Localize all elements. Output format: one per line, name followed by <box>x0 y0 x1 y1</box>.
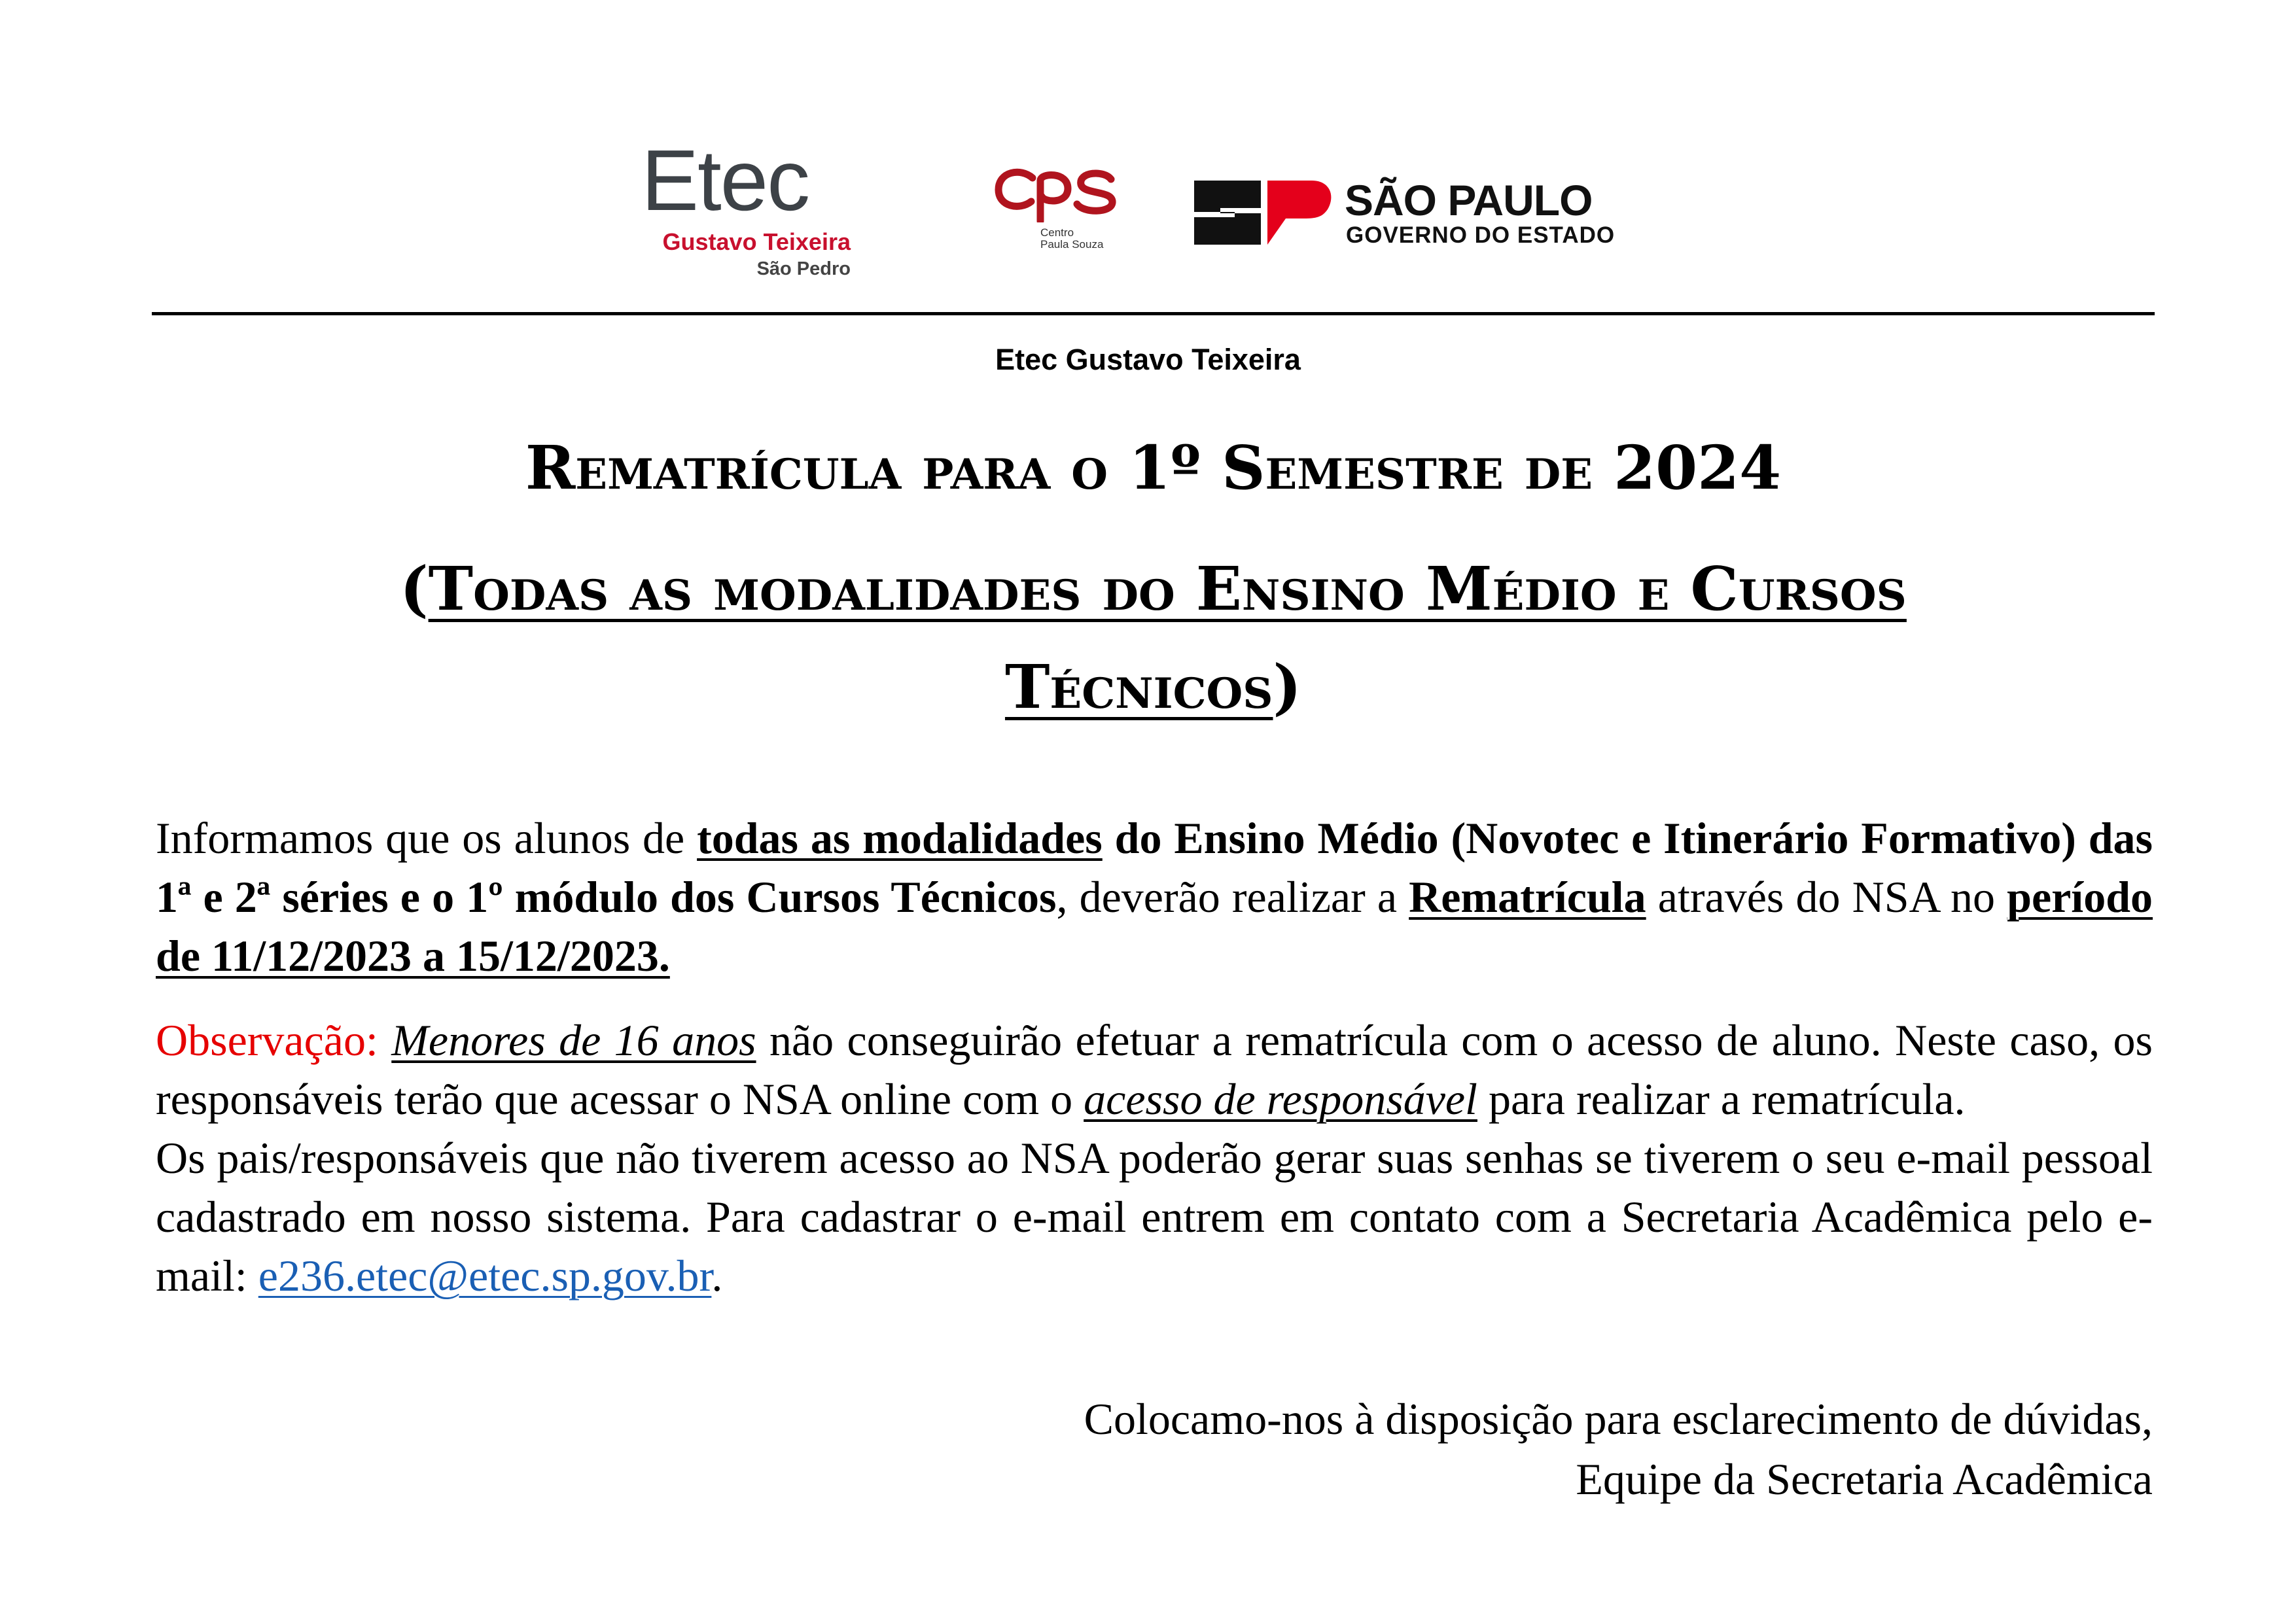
observation-guardian-access: acesso de responsável <box>1084 1074 1477 1124</box>
header-logos <box>0 124 2296 294</box>
parents-block <box>156 1128 2153 1305</box>
title-line-1 <box>152 432 2155 504</box>
closing-signature: Equipe da Secretaria Acadêmica <box>1576 1454 2153 1504</box>
observation-label: Observação: <box>156 1015 378 1065</box>
title-line-3 <box>152 651 2155 723</box>
cps-logo-mark <box>995 164 1119 222</box>
observation-text: não conseguirão efetuar a rematrícula com o acesso de aluno. Neste caso, os responsáveis terão que acessar o NSA online com o <box>156 1015 2153 1124</box>
para1-via: através do NSA no <box>1646 872 2007 922</box>
sp-logo-mark <box>1188 177 1338 249</box>
sp-logo-name: SÃO PAULO <box>1345 176 1593 224</box>
cps-logo-line1: Centro <box>1040 226 1074 239</box>
observation-paragraph <box>156 1011 2153 1305</box>
para1-intro: Informamos que os alunos de <box>156 813 698 863</box>
observation-end: para realizar a rematrícula. <box>1477 1074 1966 1124</box>
sp-logo-subtitle: GOVERNO DO ESTADO <box>1346 222 1616 248</box>
cps-logo-line2: Paula Souza <box>1040 238 1104 251</box>
header-divider <box>152 312 2155 315</box>
title-text-1: Rematrícula para o 1º Semestre de 2024 <box>525 432 1782 503</box>
sp-government-logo <box>1188 177 1633 249</box>
etec-logo-school: Gustavo Teixeira <box>662 228 851 255</box>
title-close-paren: ) <box>1273 652 1302 722</box>
para1-courses: do Ensino Médio (Novotec e Itinerário Formativo) das 1ª e 2ª séries e o 1º módulo dos Cursos Técnicos <box>156 813 2153 922</box>
parents-text: Os pais/responsáveis que não tiverem acesso ao NSA poderão gerar suas senhas se tiverem o seu e-mail pessoal cadastrado em nosso sistema. Para cadastrar o e-mail entrem em contato com a Secretaria Acadêmica pelo e-mail: <box>156 1133 2153 1300</box>
title-line-2 <box>152 553 2155 625</box>
para1-all-modalities: todas as modalidades <box>697 813 1103 863</box>
secretaria-email-link[interactable]: e236.etec@etec.sp.gov.br <box>258 1251 712 1300</box>
announcement-paragraph <box>156 809 2153 985</box>
closing-line-1: Colocamo-nos à disposição para esclarecimento de dúvidas, <box>1084 1394 2153 1444</box>
para1-reenrollment: Rematrícula <box>1409 872 1646 922</box>
observation-block <box>156 1011 2153 1128</box>
para1-period: período de 11/12/2023 a 15/12/2023. <box>156 872 2153 981</box>
observation-minors: Menores de 16 anos <box>391 1015 756 1065</box>
etec-logo <box>641 132 851 281</box>
title-open-paren: ( <box>400 553 429 624</box>
school-name: Etec Gustavo Teixeira <box>995 343 1301 376</box>
etec-logo-word: Etec <box>641 132 809 228</box>
cps-logo <box>995 164 1119 249</box>
etec-logo-city: São Pedro <box>756 258 851 279</box>
title-text-2: Todas as modalidades do Ensino Médio e Cursos <box>428 553 1907 624</box>
para1-must: , deverão realizar a <box>1056 872 1409 922</box>
title-text-3: Técnicos <box>1004 652 1273 722</box>
parents-period: . <box>711 1251 723 1300</box>
